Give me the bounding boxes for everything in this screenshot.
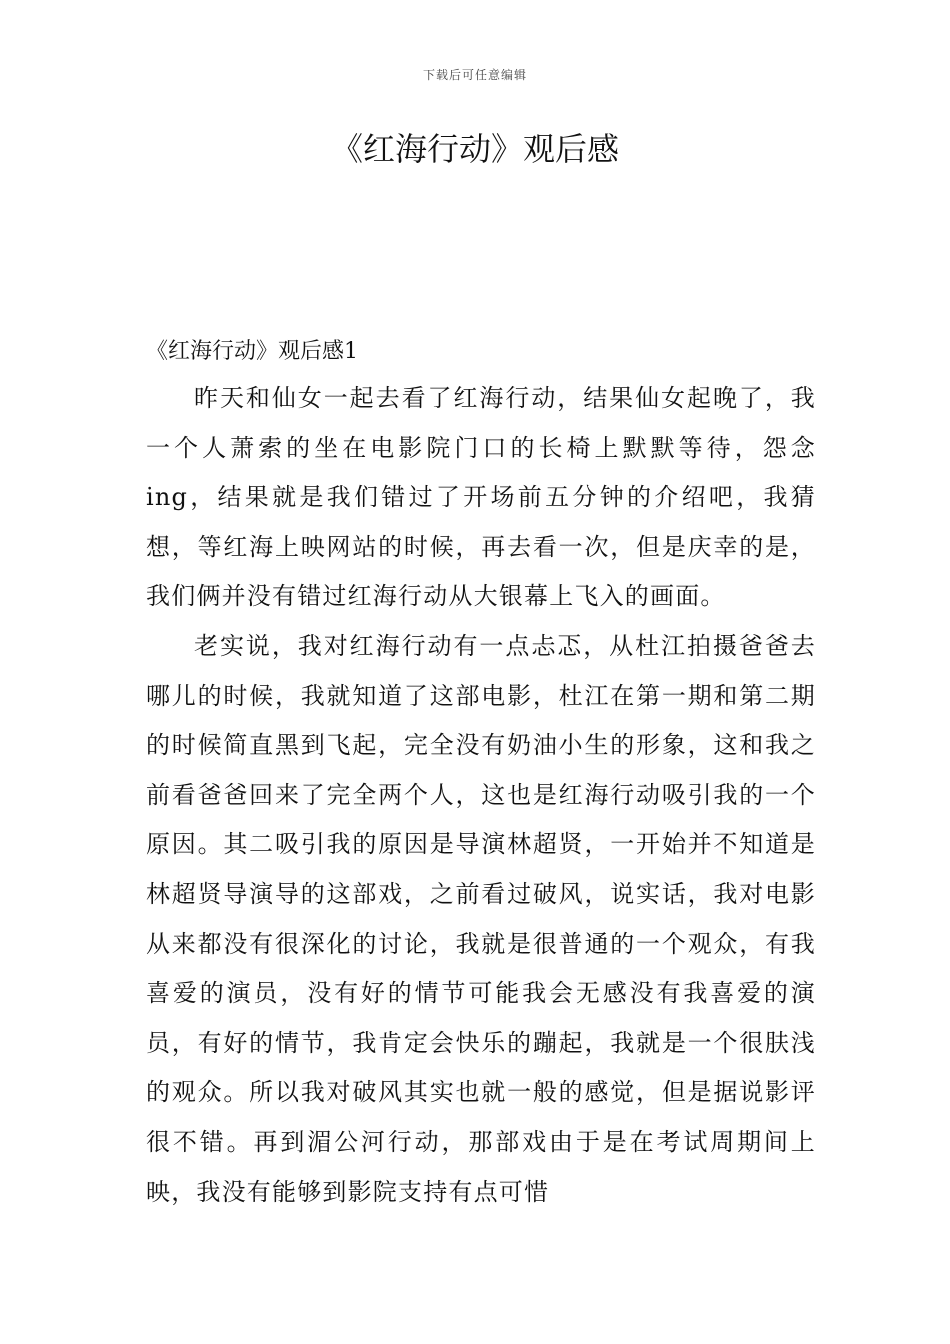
section-title: 《红海行动》观后感1 xyxy=(146,339,358,364)
document-body xyxy=(146,374,816,1217)
document-title: 《红海行动》观后感 xyxy=(330,130,619,168)
paragraph: 昨天和仙女一起去看了红海行动，结果仙女起晚了，我一个人萧索的坐在电影院门口的长椅上默默等待，怨念ing，结果就是我们错过了开场前五分钟的介绍吧，我猜想，等红海上映网站的时候，再去看一次，但是庆幸的是，我们俩并没有错过红海行动从大银幕上飞入的画面。 xyxy=(146,384,816,611)
paragraph: 老实说，我对红海行动有一点忐忑，从杜江拍摄爸爸去哪儿的时候，我就知道了这部电影，杜江在第一期和第二期的时候简直黑到飞起，完全没有奶油小生的形象，这和我之前看爸爸回来了完全两个人，这也是红海行动吸引我的一个原因。其二吸引我的原因是导演林超贤，一开始并不知道是林超贤导演导的这部戏，之前看过破风，说实话，我对电影从来都没有很深化的讨论，我就是很普通的一个观众，有我喜爱的演员，没有好的情节可能我会无感没有我喜爱的演员，有好的情节，我肯定会快乐的蹦起，我就是一个很肤浅的观众。所以我对破风其实也就一般的感觉，但是据说影评很不错。再到湄公河行动，那部戏由于是在考试周期间上映，我没有能够到影院支持有点可惜 xyxy=(146,631,816,1206)
header-note: 下载后可任意编辑 xyxy=(422,68,527,82)
